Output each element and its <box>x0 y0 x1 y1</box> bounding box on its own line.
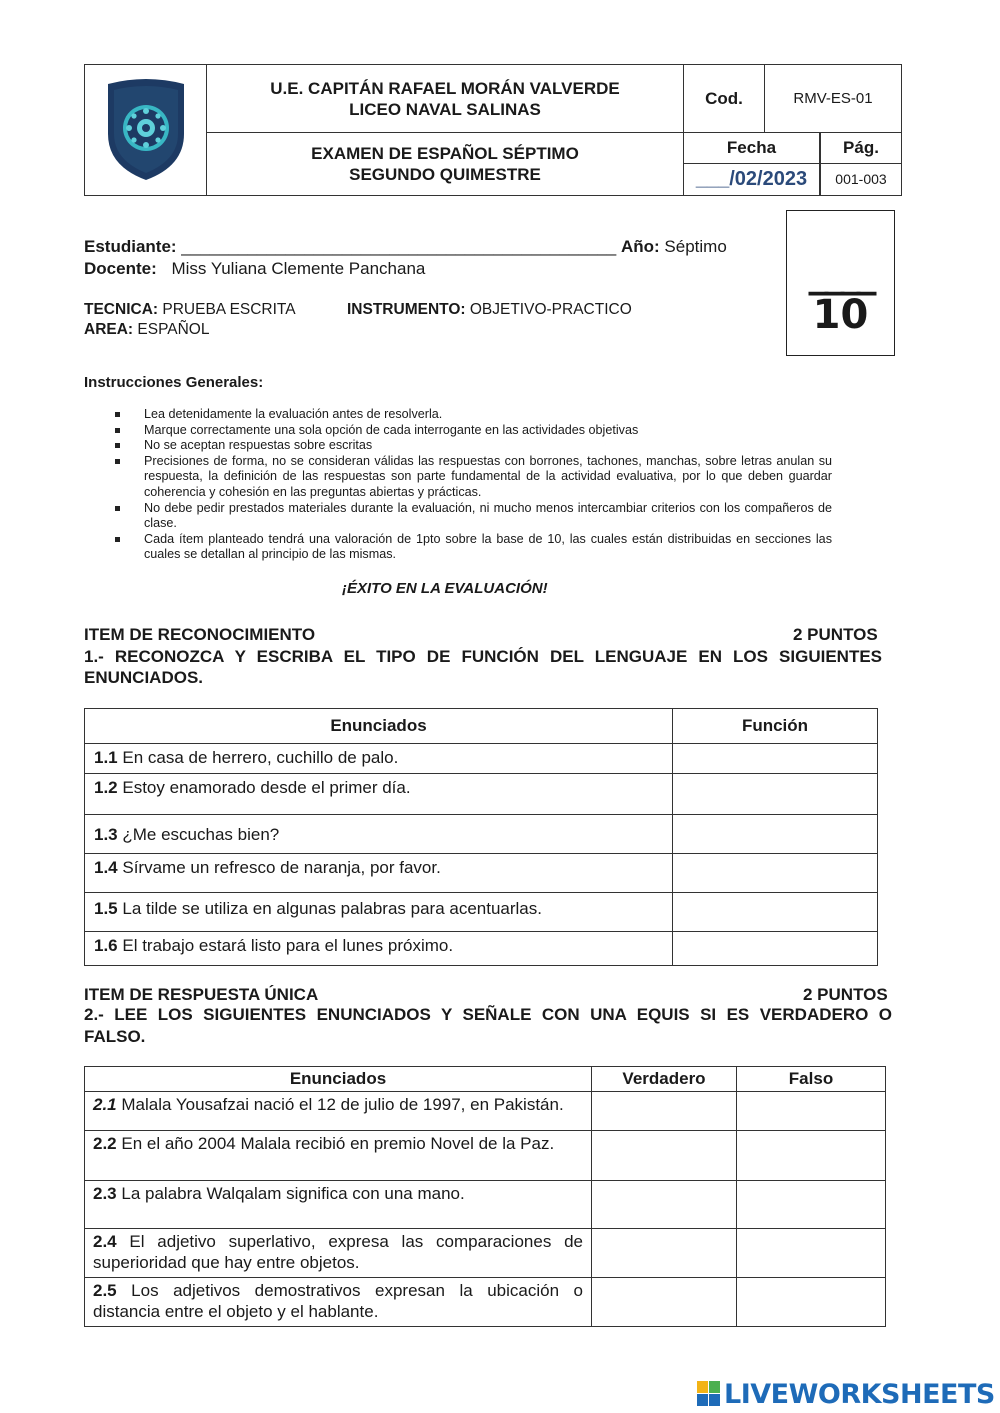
liveworksheets-logo-icon <box>696 1379 722 1409</box>
fecha-label: Fecha <box>684 133 820 163</box>
row-number: 1.3 <box>94 825 118 844</box>
instruction-item: Precisiones de forma, no se consideran válidas las respuestas con borrones, tachones, manchas, sobre letras anulan su respuesta, la definición de las respuestas son parte fundamental de la actividad evaluativa, por lo que deben guardar coherencia y cohesión en las preguntas abiertas y prácticas. <box>115 454 832 501</box>
header-table <box>84 64 902 196</box>
section2-points: 2 PUNTOS <box>803 985 888 1004</box>
score-box <box>786 210 895 356</box>
exam-title-cell <box>207 133 684 196</box>
row-number: 1.1 <box>94 748 118 767</box>
row-number: 2.4 <box>93 1232 117 1251</box>
docente-label: Docente: <box>84 259 157 278</box>
row-number: 2.1 <box>93 1095 117 1114</box>
verdadero-check-cell[interactable] <box>592 1092 737 1131</box>
table-row <box>85 815 878 854</box>
row-number: 1.2 <box>94 778 118 797</box>
tecnica-label: TECNICA: <box>84 301 159 318</box>
table-row <box>85 774 878 815</box>
school-name-line2: LICEO NAVAL SALINAS <box>349 99 541 119</box>
instructions-title: Instrucciones Generales: <box>84 374 264 391</box>
section2-question-line1: 2.- LEE LOS SIGUIENTES ENUNCIADOS Y SEÑALE CON UNA EQUIS SI ES VERDADERO O <box>84 1005 892 1024</box>
verdadero-check-cell[interactable] <box>592 1131 737 1181</box>
row-text: Sírvame un refresco de naranja, por favor. <box>122 858 441 877</box>
section1-points: 2 PUNTOS <box>793 625 878 644</box>
t2-header-falso: Falso <box>737 1067 886 1092</box>
funcion-answer-cell[interactable] <box>673 932 878 966</box>
row-number: 2.2 <box>93 1134 117 1153</box>
instruction-item: No debe pedir prestados materiales durante la evaluación, ni mucho menos intercambiar criterios con los compañeros de clase. <box>115 501 832 532</box>
instruction-item: Lea detenidamente la evaluación antes de resolverla. <box>115 407 832 423</box>
tecnica-value: PRUEBA ESCRITA <box>162 301 296 318</box>
docente-line <box>84 259 425 279</box>
motto: ¡ÉXITO EN LA EVALUACIÓN! <box>342 580 548 597</box>
pag-value: 001-003 <box>835 171 887 188</box>
section2-question-line2: FALSO. <box>84 1027 146 1046</box>
verdadero-check-cell[interactable] <box>592 1181 737 1229</box>
row-text: Malala Yousafzai nació el 12 de julio de 1997, en Pakistán. <box>121 1095 564 1114</box>
row-text: Los adjetivos demostrativos expresan la ubicación o distancia entre el objeto y el hablante. <box>93 1281 583 1321</box>
liveworksheets-watermark <box>696 1377 995 1411</box>
section1-question-line2: ENUNCIADOS. <box>84 668 204 687</box>
score-blank[interactable]: ____ <box>808 250 873 296</box>
school-name-line1: U.E. CAPITÁN RAFAEL MORÁN VALVERDE <box>270 78 620 98</box>
t2-header-verdadero: Verdadero <box>592 1067 737 1092</box>
instrumento-label: INSTRUMENTO: <box>347 301 466 318</box>
funcion-answer-cell[interactable] <box>673 774 878 815</box>
table-row <box>85 854 878 893</box>
funcion-answer-cell[interactable] <box>673 744 878 774</box>
exam-title-line2: SEGUNDO QUIMESTRE <box>349 165 541 184</box>
pag-block <box>821 133 902 196</box>
table-row <box>85 1229 886 1278</box>
row-text: Estoy enamorado desde el primer día. <box>122 778 411 797</box>
instruction-item: Cada ítem planteado tendrá una valoración de 1pto sobre la base de 10, las cuales están distribuidas en secciones las cuales se detallan al principio de las mismas. <box>115 532 832 563</box>
section1-question-line1: 1.- RECONOZCA Y ESCRIBA EL TIPO DE FUNCIÓN DEL LENGUAJE EN LOS SIGUIENTES <box>84 647 882 666</box>
row-number: 1.6 <box>94 936 118 955</box>
t2-header-enunciados: Enunciados <box>85 1067 592 1092</box>
area-value: ESPAÑOL <box>137 321 210 338</box>
row-number: 2.5 <box>93 1281 117 1300</box>
table-row <box>85 1092 886 1131</box>
score-total: 10 <box>812 292 869 338</box>
table-row <box>85 1181 886 1229</box>
tecnica-line <box>84 301 296 319</box>
fecha-value: ___/02/2023 <box>684 163 820 195</box>
row-text: En el año 2004 Malala recibió en premio Novel de la Paz. <box>121 1134 555 1153</box>
watermark-text: LIVEWORKSHEETS <box>724 1378 995 1410</box>
cod-value: RMV-ES-01 <box>765 65 902 133</box>
instruction-item: No se aceptan respuestas sobre escritas <box>115 438 832 454</box>
row-number: 1.4 <box>94 858 118 877</box>
pag-label: Pág. <box>821 133 901 163</box>
ano-value: Séptimo <box>664 237 727 256</box>
funcion-answer-cell[interactable] <box>673 815 878 854</box>
table-row <box>85 1131 886 1181</box>
estudiante-input[interactable]: ______________________________________________ <box>181 237 617 256</box>
section2-title: ITEM DE RESPUESTA ÚNICA <box>84 985 319 1004</box>
row-text: En casa de herrero, cuchillo de palo. <box>122 748 399 767</box>
instrumento-value: OBJETIVO-PRACTICO <box>469 301 632 318</box>
table-row <box>85 744 878 774</box>
section1-title: ITEM DE RECONOCIMIENTO <box>84 625 316 644</box>
funcion-answer-cell[interactable] <box>673 893 878 932</box>
row-number: 1.5 <box>94 899 118 918</box>
row-text: La palabra Walqalam significa con una mano. <box>121 1184 465 1203</box>
table-row <box>85 932 878 966</box>
section2-table <box>84 1066 886 1327</box>
row-text: La tilde se utiliza en algunas palabras para acentuarlas. <box>122 899 542 918</box>
exam-title-line1: EXAMEN DE ESPAÑOL SÉPTIMO <box>311 144 579 163</box>
row-text: El trabajo estará listo para el lunes próximo. <box>122 936 454 955</box>
docente-value: Miss Yuliana Clemente Panchana <box>171 259 426 278</box>
crest-cell <box>85 65 207 196</box>
row-number: 2.3 <box>93 1184 117 1203</box>
student-line <box>84 237 727 257</box>
verdadero-check-cell[interactable] <box>592 1278 737 1327</box>
falso-check-cell[interactable] <box>737 1092 886 1131</box>
cod-label: Cod. <box>684 65 765 133</box>
fecha-block <box>684 133 821 196</box>
estudiante-label: Estudiante: <box>84 237 177 256</box>
falso-check-cell[interactable] <box>737 1181 886 1229</box>
instructions-list <box>115 407 832 563</box>
falso-check-cell[interactable] <box>737 1278 886 1327</box>
falso-check-cell[interactable] <box>737 1131 886 1181</box>
row-text: El adjetivo superlativo, expresa las comparaciones de superioridad que hay entre objetos. <box>93 1232 583 1272</box>
area-label: AREA: <box>84 321 134 338</box>
school-name-cell <box>207 65 684 133</box>
table-row <box>85 1278 886 1327</box>
instruction-item: Marque correctamente una sola opción de cada interrogante en las actividades objetivas <box>115 423 832 439</box>
area-line <box>84 321 209 339</box>
section1-table <box>84 708 878 966</box>
falso-check-cell[interactable] <box>737 1229 886 1278</box>
ano-label: Año: <box>620 237 660 256</box>
table-row <box>85 893 878 932</box>
row-text: ¿Me escuchas bien? <box>122 825 280 844</box>
t1-header-funcion: Función <box>673 709 878 744</box>
t1-header-enunciados: Enunciados <box>85 709 673 744</box>
instrumento-line <box>347 301 632 319</box>
verdadero-check-cell[interactable] <box>592 1229 737 1278</box>
school-crest-icon <box>104 78 188 182</box>
funcion-answer-cell[interactable] <box>673 854 878 893</box>
